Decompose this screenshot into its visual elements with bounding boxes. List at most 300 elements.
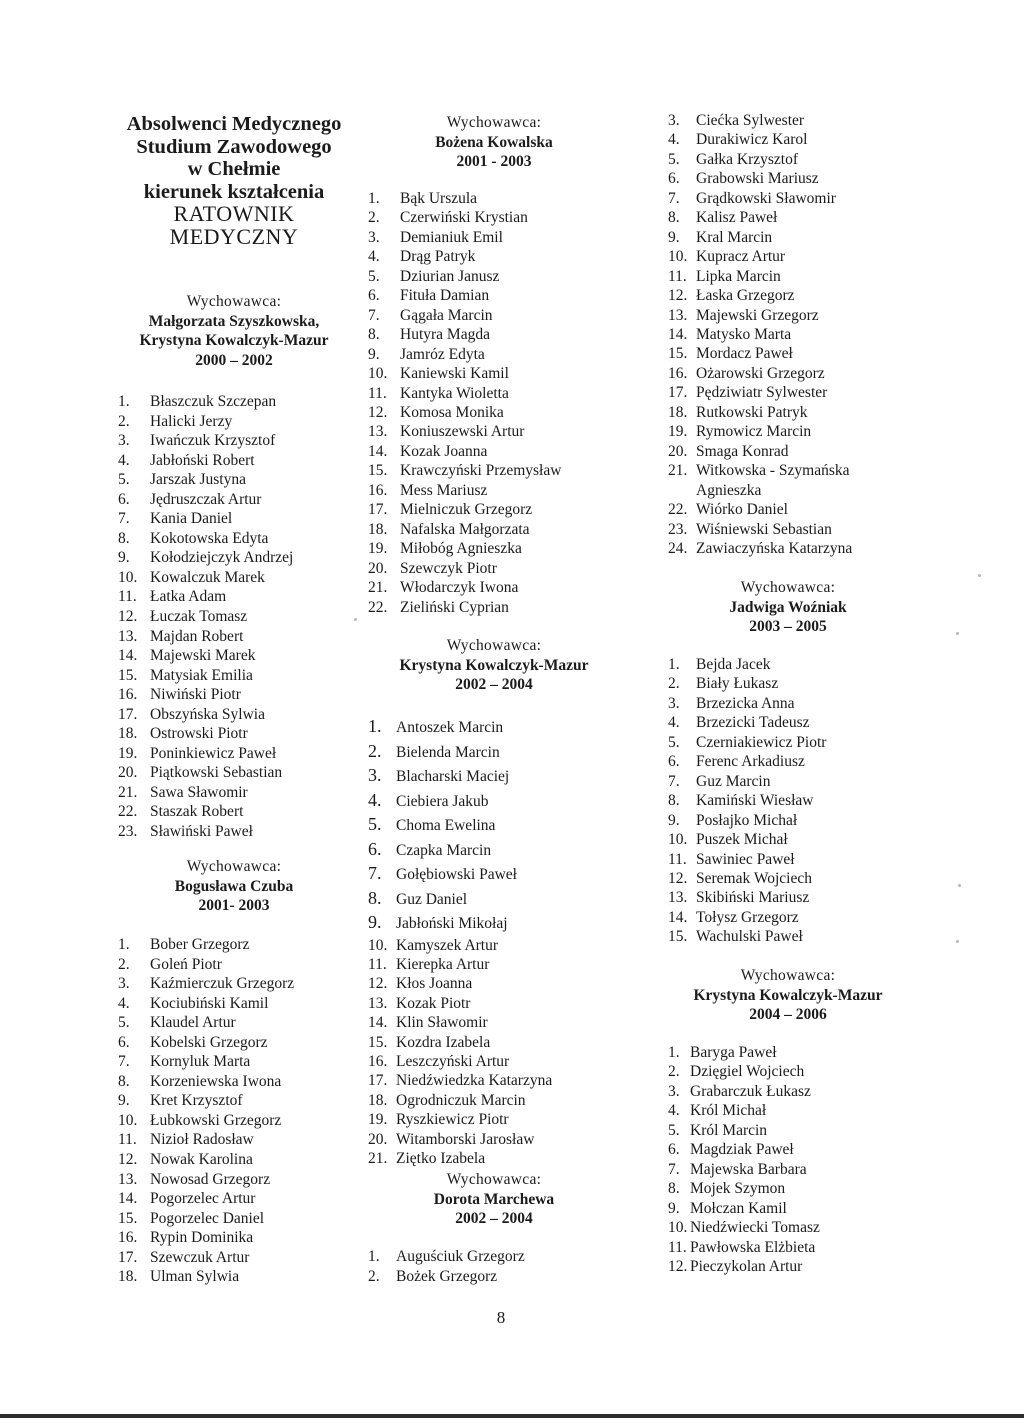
list-item	[368, 345, 561, 364]
item-number: 15.	[118, 666, 138, 684]
item-number: 10.	[668, 831, 688, 849]
list-item	[118, 1013, 294, 1033]
item-number: 8.	[368, 326, 380, 344]
student-name: Demianiuk Emil	[400, 228, 503, 246]
list-item	[118, 1111, 294, 1131]
student-name: Iwańczuk Krzysztof	[150, 432, 276, 450]
student-name: Brzezicki Tadeusz	[696, 714, 810, 732]
item-number: 6.	[118, 490, 130, 508]
item-number: 23.	[668, 520, 688, 538]
item-number: 15.	[368, 462, 388, 480]
list-item	[668, 325, 852, 344]
list-item	[668, 1043, 820, 1062]
item-number: 9.	[668, 1199, 680, 1217]
item-number: 11.	[368, 384, 387, 402]
list-item	[118, 1130, 294, 1150]
group-header	[118, 292, 350, 370]
student-name: Mordacz Paweł	[696, 345, 793, 363]
list-item	[668, 655, 826, 674]
student-name: Koniuszewski Artur	[400, 423, 525, 441]
list-item	[668, 772, 826, 791]
student-name: Szewczyk Piotr	[400, 559, 497, 577]
item-number: 11.	[668, 1238, 687, 1256]
item-number: 22.	[118, 803, 138, 821]
item-number: 11.	[668, 850, 687, 868]
title-line: w Chełmie	[187, 158, 281, 180]
item-number: 10.	[118, 568, 138, 586]
item-number: 7.	[368, 863, 382, 883]
student-name: Włodarczyk Iwona	[400, 579, 519, 597]
item-number: 12.	[368, 975, 388, 993]
student-name: Kamiński Wiesław	[696, 792, 814, 810]
student-name: Drąg Patryk	[400, 248, 476, 266]
list-item	[668, 111, 852, 130]
item-number: 5.	[668, 1121, 680, 1139]
student-name: Piątkowski Sebastian	[150, 764, 283, 782]
item-number: 1.	[368, 716, 382, 736]
item-number: 24.	[668, 539, 688, 557]
item-number: 21.	[668, 462, 688, 480]
scan-edge	[0, 1414, 1024, 1418]
title-line: RATOWNIK	[173, 201, 295, 226]
item-number: 11.	[368, 955, 387, 973]
item-number: 10.	[118, 1111, 138, 1129]
student-list	[668, 111, 852, 558]
list-item	[368, 838, 552, 863]
list-item	[668, 1062, 820, 1081]
item-number: 2.	[668, 675, 680, 693]
teacher-name: Jadwiga Woźniak	[729, 598, 847, 616]
student-name: Mojek Szymon	[690, 1180, 786, 1198]
student-name: Majewski Grzegorz	[696, 306, 819, 324]
student-name: Kret Krzysztof	[150, 1092, 243, 1110]
item-number: 9.	[368, 912, 382, 932]
list-item	[668, 383, 852, 402]
list-item	[118, 646, 293, 666]
student-name: Pędziwiatr Sylwester	[696, 384, 828, 402]
list-item	[368, 539, 561, 558]
student-name: Kornyluk Marta	[150, 1053, 251, 1071]
student-name: Wachulski Paweł	[696, 928, 803, 946]
student-name: Kupracz Artur	[696, 248, 786, 266]
list-item	[118, 763, 293, 783]
title-line: kierunek kształcenia	[143, 180, 325, 203]
item-number: 21.	[368, 579, 388, 597]
item-number: 19.	[668, 423, 688, 441]
student-name: Dziurian Janusz	[400, 267, 500, 285]
student-list	[368, 715, 552, 1168]
student-name: Gałka Krzysztof	[696, 150, 798, 168]
group-label: Wychowawca:	[186, 858, 282, 875]
item-number: 8.	[368, 887, 382, 908]
teacher-name: Dorota Marchewa	[433, 1190, 555, 1208]
item-number: 5.	[118, 471, 130, 489]
item-number: 20.	[368, 1130, 388, 1148]
student-name: Majdan Robert	[150, 627, 244, 645]
item-number: 9.	[368, 345, 380, 363]
item-number: 3.	[668, 1082, 680, 1100]
student-name: Ciebiera Jakub	[396, 792, 489, 810]
student-name: Czerwiński Krystian	[400, 209, 528, 227]
item-number: 4.	[668, 131, 680, 149]
student-name: Jamróz Edyta	[400, 345, 485, 363]
group-header	[118, 857, 350, 916]
item-number: 9.	[118, 1092, 130, 1110]
student-name: Kowalczuk Marek	[150, 568, 265, 586]
student-name: Guz Daniel	[396, 890, 468, 908]
student-name: Auguściuk Grzegorz	[396, 1248, 525, 1265]
item-number: 4.	[368, 789, 382, 810]
item-number: 21.	[118, 783, 138, 801]
list-item	[668, 247, 852, 266]
student-name: Magdziak Paweł	[690, 1141, 794, 1159]
student-name: Kołodziejczyk Andrzej	[150, 549, 294, 567]
student-name: Lipka Marcin	[696, 267, 781, 285]
student-name: Grabarczuk Łukasz	[690, 1082, 811, 1100]
item-number: 2.	[118, 412, 130, 430]
list-item	[368, 208, 561, 227]
item-number: 13.	[368, 994, 388, 1012]
student-name: Guz Marcin	[696, 772, 771, 790]
list-item	[668, 130, 852, 149]
item-number: 15.	[668, 345, 688, 363]
item-number: 18.	[368, 520, 388, 538]
list-item	[368, 1110, 552, 1129]
student-name: Bąk Urszula	[400, 190, 478, 207]
item-number: 19.	[368, 1111, 388, 1129]
list-item	[368, 715, 552, 740]
student-name: Kierepka Artur	[396, 955, 490, 973]
list-item	[118, 1033, 294, 1053]
list-item	[118, 431, 293, 451]
list-item	[668, 189, 852, 208]
student-name: Brzezicka Anna	[696, 694, 795, 712]
student-name: Łaska Grzegorz	[696, 287, 795, 305]
list-item	[668, 908, 826, 927]
student-name: Sawiniec Paweł	[696, 850, 795, 868]
scan-speck	[978, 574, 981, 577]
item-number: 18.	[118, 1268, 138, 1286]
item-number: 14.	[118, 647, 138, 665]
item-number: 15.	[368, 1033, 388, 1051]
list-item	[118, 529, 293, 549]
list-item	[668, 733, 826, 752]
list-item	[368, 189, 561, 208]
student-name: Kobelski Grzegorz	[150, 1033, 268, 1051]
group-label: Wychowawca:	[446, 637, 542, 654]
group-label: Wychowawca:	[740, 967, 836, 984]
list-item	[368, 500, 561, 519]
item-number: 12.	[118, 608, 138, 626]
item-number: 12.	[368, 403, 388, 421]
student-name: Mielniczuk Grzegorz	[400, 501, 533, 519]
list-item	[668, 1199, 820, 1218]
item-number: 5.	[118, 1014, 130, 1032]
item-number: 11.	[118, 1131, 137, 1149]
student-name: Kozak Piotr	[396, 994, 471, 1012]
student-name: Kalisz Paweł	[696, 209, 778, 227]
list-item	[118, 1072, 294, 1092]
list-item	[368, 1149, 552, 1168]
list-item	[368, 306, 561, 325]
list-item	[118, 744, 293, 764]
list-item	[668, 850, 826, 869]
item-number: 12.	[668, 1257, 688, 1275]
student-name: Szewczuk Artur	[150, 1248, 250, 1266]
list-item	[118, 1189, 294, 1209]
item-number: 6.	[668, 1141, 680, 1159]
list-item	[668, 830, 826, 849]
student-name: Niedźwiedzka Katarzyna	[396, 1072, 553, 1090]
item-number: 17.	[118, 705, 138, 723]
list-item	[368, 461, 561, 480]
student-name: Kociubiński Kamil	[150, 994, 269, 1012]
list-item	[118, 1170, 294, 1190]
list-item	[368, 403, 561, 422]
list-item	[368, 247, 561, 266]
list-item	[368, 364, 561, 383]
list-item	[368, 789, 552, 814]
student-name: Pogorzelec Daniel	[150, 1209, 265, 1227]
list-item	[118, 490, 293, 510]
list-item	[118, 470, 293, 490]
item-number: 2.	[368, 1267, 380, 1285]
item-number: 5.	[368, 267, 380, 285]
student-name: Kantyka Wioletta	[400, 384, 509, 402]
list-item	[668, 306, 852, 325]
list-item	[668, 694, 826, 713]
student-list	[668, 655, 826, 947]
item-number: 6.	[118, 1033, 130, 1051]
list-item	[668, 1218, 820, 1237]
list-item	[368, 228, 561, 247]
list-item	[668, 150, 852, 169]
student-name: Durakiwicz Karol	[696, 131, 808, 149]
list-item	[668, 461, 852, 480]
item-number: 19.	[368, 540, 388, 558]
item-number: 13.	[118, 627, 138, 645]
item-number: 16.	[368, 481, 388, 499]
student-name: Witkowska - Szymańska	[696, 462, 850, 480]
list-item	[118, 412, 293, 432]
title-line: MEDYCZNY	[169, 223, 299, 249]
student-name: Wiśniewski Sebastian	[696, 520, 832, 538]
student-name: Zieliński Cyprian	[400, 598, 509, 616]
student-name: Puszek Michał	[696, 831, 788, 849]
list-item	[368, 955, 552, 974]
list-item	[668, 286, 852, 305]
student-name: Czerniakiewicz Piotr	[696, 733, 827, 751]
list-item	[118, 822, 293, 842]
student-name: Witamborski Jarosław	[396, 1130, 535, 1148]
student-name: Nowak Karolina	[150, 1151, 253, 1169]
item-number: 4.	[668, 1102, 680, 1120]
item-number: 5.	[368, 814, 382, 834]
list-item	[118, 1267, 294, 1287]
student-name: Mess Mariusz	[400, 481, 488, 499]
item-number: 11.	[668, 267, 687, 285]
student-name: Zawiaczyńska Katarzyna	[696, 539, 853, 557]
item-number: 20.	[118, 764, 138, 782]
student-name: Pieczykolan Artur	[690, 1257, 803, 1275]
item-number: 18.	[368, 1091, 388, 1109]
list-item	[368, 862, 552, 887]
student-name: Łuczak Tomasz	[150, 608, 248, 626]
item-number: 13.	[118, 1170, 138, 1188]
student-name: Król Marcin	[690, 1121, 768, 1139]
item-number: 3.	[118, 432, 130, 450]
list-item	[368, 286, 561, 305]
student-list	[368, 1247, 525, 1286]
group-years: 2002 – 2004	[455, 1210, 533, 1227]
group-header	[368, 113, 620, 172]
student-name: Hutyra Magda	[400, 326, 490, 344]
title-line: Absolwenci Medycznego	[126, 113, 342, 135]
group-label: Wychowawca:	[740, 579, 836, 596]
item-number: 8.	[118, 529, 130, 547]
item-number: 14.	[668, 325, 688, 343]
item-number: 18.	[118, 725, 138, 743]
item-number: 13.	[668, 889, 688, 907]
item-number: 14.	[668, 908, 688, 926]
student-name: Kral Marcin	[696, 228, 773, 246]
group-years: 2002 – 2004	[455, 676, 533, 693]
list-item	[368, 1247, 525, 1267]
list-item	[118, 451, 293, 471]
list-item	[118, 607, 293, 627]
item-number: 9.	[668, 811, 680, 829]
item-number: 7.	[368, 306, 380, 324]
student-name: Wiórko Daniel	[696, 501, 788, 519]
item-number: 18.	[668, 403, 688, 421]
student-name: Goleń Piotr	[150, 955, 222, 973]
scan-speck	[956, 632, 959, 635]
item-number: 10.	[368, 936, 388, 954]
list-item	[668, 442, 852, 461]
student-name: Miłobóg Agnieszka	[400, 540, 522, 558]
item-number: 7.	[668, 189, 680, 207]
student-name: Klin Sławomir	[396, 1014, 488, 1032]
group-years: 2001- 2003	[198, 897, 270, 914]
group-label: Wychowawca:	[186, 293, 282, 310]
group-years: 2004 – 2006	[749, 1006, 827, 1023]
list-item	[118, 568, 293, 588]
item-number: 7.	[118, 510, 130, 528]
student-name: Kaniewski Kamil	[400, 365, 509, 383]
list-item	[668, 1179, 820, 1198]
list-item	[668, 927, 826, 946]
item-number: 3.	[118, 975, 130, 993]
item-number: 14.	[368, 1014, 388, 1032]
student-name: Blacharski Maciej	[396, 768, 510, 785]
item-number: 23.	[118, 823, 138, 841]
student-name: Pogorzelec Artur	[150, 1190, 256, 1208]
student-name: Ożarowski Grzegorz	[696, 364, 825, 382]
item-number: 20.	[668, 442, 688, 460]
list-item	[368, 1267, 525, 1287]
list-item	[368, 994, 552, 1013]
item-number: 17.	[668, 384, 688, 402]
list-item	[668, 713, 826, 732]
list-item	[118, 974, 294, 994]
list-item	[118, 1228, 294, 1248]
item-number: 15.	[668, 928, 688, 946]
teacher-name: Małgorzata Szyszkowska,	[148, 312, 320, 330]
list-item	[118, 935, 294, 955]
student-name: Komosa Monika	[400, 403, 504, 421]
student-list	[118, 935, 294, 1287]
item-number: 7.	[668, 1160, 680, 1178]
teacher-name: Bożena Kowalska	[435, 133, 553, 151]
student-name: Kaźmierczuk Grzegorz	[150, 975, 295, 993]
list-item	[368, 325, 561, 344]
group-header	[368, 636, 620, 695]
list-item	[368, 520, 561, 539]
list-item	[668, 1238, 820, 1257]
item-number: 10.	[368, 365, 388, 383]
list-item	[668, 228, 852, 247]
student-name: Niwiński Piotr	[150, 686, 241, 704]
list-item	[668, 208, 852, 227]
student-name: Ciećka Sylwester	[696, 112, 805, 129]
scan-speck	[958, 884, 961, 887]
item-number: 2.	[118, 955, 130, 973]
list-item	[668, 520, 852, 539]
list-item	[368, 887, 552, 912]
student-name: Posłajko Michał	[696, 811, 798, 829]
list-item	[668, 500, 852, 519]
item-number: 6.	[368, 838, 382, 859]
student-name: Kokotowska Edyta	[150, 529, 269, 547]
list-item	[668, 888, 826, 907]
student-name: Fituła Damian	[400, 287, 490, 305]
student-name: Kozdra Izabela	[396, 1033, 491, 1051]
list-item	[368, 1033, 552, 1052]
student-name: Korzeniewska Iwona	[150, 1072, 282, 1090]
group-label: Wychowawca:	[446, 1171, 542, 1188]
student-name: Leszczyński Artur	[396, 1052, 510, 1070]
teacher-name: Krystyna Kowalczyk-Mazur	[693, 986, 883, 1004]
student-name: Sawa Sławomir	[150, 783, 248, 801]
list-item	[118, 627, 293, 647]
item-number: 22.	[668, 501, 688, 519]
item-number: 1.	[368, 190, 380, 207]
list-item	[368, 1013, 552, 1032]
student-name: Bożek Grzegorz	[396, 1267, 498, 1285]
group-header	[668, 966, 908, 1025]
list-item	[668, 344, 852, 363]
item-number: 4.	[668, 714, 680, 732]
list-item	[118, 685, 293, 705]
list-item	[668, 869, 826, 888]
item-number: 8.	[668, 209, 680, 227]
student-name: Tołysz Grzegorz	[696, 908, 799, 926]
item-number: 5.	[668, 150, 680, 168]
teacher-name: Krystyna Kowalczyk-Mazur	[399, 656, 589, 674]
list-item	[668, 403, 852, 422]
item-number: 14.	[368, 442, 388, 460]
list-item	[668, 1101, 820, 1120]
item-number: 17.	[368, 1072, 388, 1090]
student-name: Jabłoński Robert	[150, 451, 255, 469]
list-item	[368, 598, 561, 617]
item-number: 7.	[118, 1053, 130, 1071]
list-item	[118, 1052, 294, 1072]
list-item	[118, 1248, 294, 1268]
item-number: 12.	[118, 1151, 138, 1169]
group-years: 2003 – 2005	[749, 618, 827, 635]
student-name: Pawłowska Elżbieta	[690, 1238, 816, 1256]
